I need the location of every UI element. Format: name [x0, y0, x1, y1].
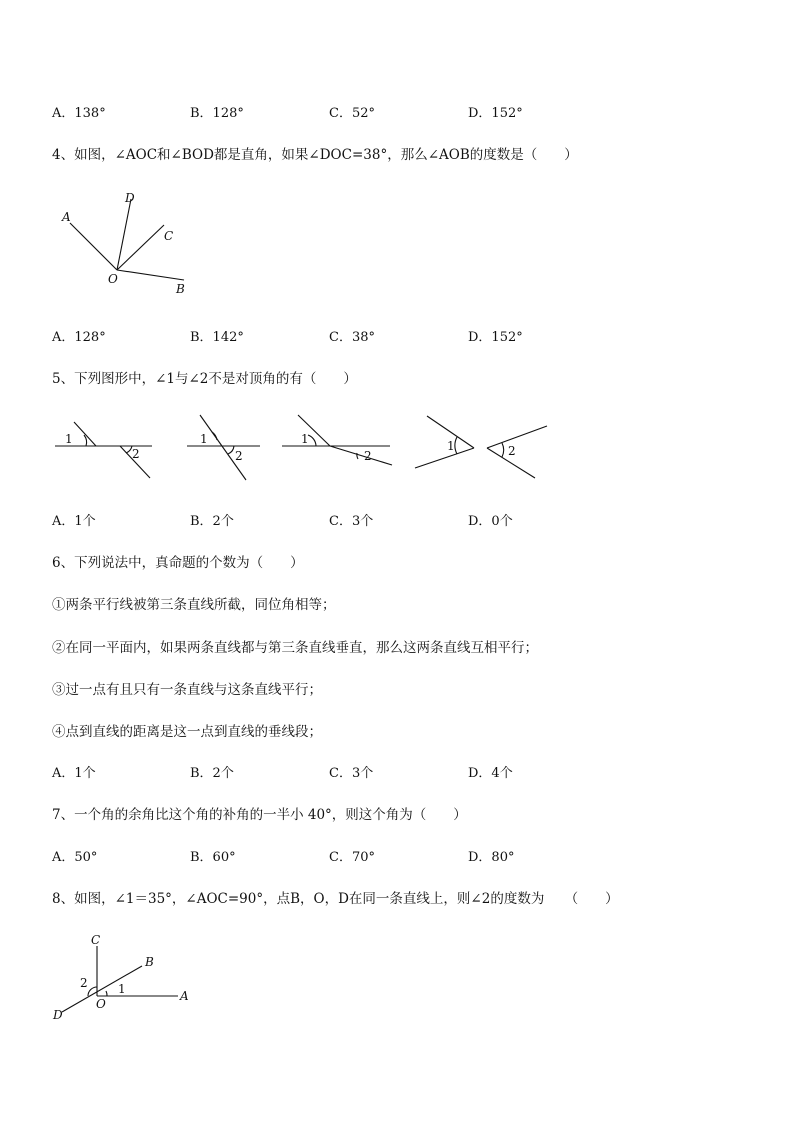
q4-label-a: A — [62, 210, 71, 224]
q6-statement-4: ④点到直线的距离是这一点到直线的垂线段； — [52, 724, 322, 740]
q4-label-d: D — [125, 191, 135, 205]
q8-stem: 8、如图，∠1＝35°，∠AOC=90°，点B，O，D在同一条直线上，则∠2的度数为 （ ） — [52, 891, 619, 907]
q4-label-o: O — [108, 272, 118, 286]
q3-option-d: D．152° — [468, 106, 523, 121]
q8-label-d: D — [53, 1008, 63, 1022]
q5-figure-1 — [55, 422, 152, 478]
svg-text:2: 2 — [508, 444, 516, 458]
q4-stem: 4、如图，∠AOC和∠BOD都是直角，如果∠DOC=38°，那么∠AOB的度数是（ ） — [52, 147, 578, 163]
q5-figure-3 — [282, 415, 392, 465]
q6-stem: 6、下列说法中，真命题的个数为（ ） — [52, 555, 304, 571]
q7-option-b: B．60° — [190, 850, 236, 865]
svg-text:2: 2 — [364, 449, 372, 463]
q4-figure — [52, 185, 202, 300]
svg-text:1: 1 — [301, 432, 309, 446]
q6-option-c: C．3个 — [329, 766, 374, 781]
svg-text:2: 2 — [132, 447, 140, 461]
q4-option-d: D．152° — [468, 330, 523, 345]
q5-figures — [52, 410, 552, 485]
q8-label-c: C — [91, 933, 101, 947]
svg-text:1: 1 — [65, 432, 73, 446]
q6-statement-1: ①两条平行线被第三条直线所截，同位角相等； — [52, 597, 336, 613]
q7-option-a: A．50° — [52, 850, 98, 865]
q4-option-a: A．128° — [52, 330, 106, 345]
q8-label-b: B — [145, 955, 154, 969]
q5-option-a: A．1个 — [52, 514, 96, 529]
q4-label-c: C — [164, 229, 174, 243]
q3-option-b: B．128° — [190, 106, 244, 121]
q5-figure-4 — [415, 416, 547, 478]
q7-stem: 7、一个角的余角比这个角的补角的一半小 40°，则这个角为（ ） — [52, 807, 467, 823]
q6-option-d: D．4个 — [468, 766, 513, 781]
q6-statement-2: ②在同一平面内，如果两条直线都与第三条直线垂直，那么这两条直线互相平行； — [52, 640, 538, 656]
q6-option-a: A．1个 — [52, 766, 96, 781]
q4-option-c: C．38° — [329, 330, 375, 345]
q4-option-b: B．142° — [190, 330, 244, 345]
q8-label-1: 1 — [118, 982, 126, 996]
q6-option-b: B．2个 — [190, 766, 234, 781]
q7-option-d: D．80° — [468, 850, 515, 865]
q8-label-a: A — [180, 989, 189, 1003]
q7-option-c: C．70° — [329, 850, 375, 865]
q5-stem: 5、下列图形中，∠1与∠2不是对顶角的有（ ） — [52, 371, 357, 387]
q4-label-b: B — [176, 282, 185, 296]
svg-text:1: 1 — [200, 432, 208, 446]
svg-text:1: 1 — [447, 439, 455, 453]
q6-statement-3: ③过一点有且只有一条直线与这条直线平行； — [52, 682, 322, 698]
q3-option-a: A．138° — [52, 106, 106, 121]
q8-label-o: O — [96, 997, 106, 1011]
q5-figure-2 — [187, 415, 260, 480]
q8-figure — [50, 930, 200, 1025]
svg-text:2: 2 — [235, 449, 243, 463]
q5-option-c: C．3个 — [329, 514, 374, 529]
q8-label-2: 2 — [80, 976, 88, 990]
q5-option-b: B．2个 — [190, 514, 234, 529]
q5-option-d: D．0个 — [468, 514, 513, 529]
q3-option-c: C．52° — [329, 106, 375, 121]
